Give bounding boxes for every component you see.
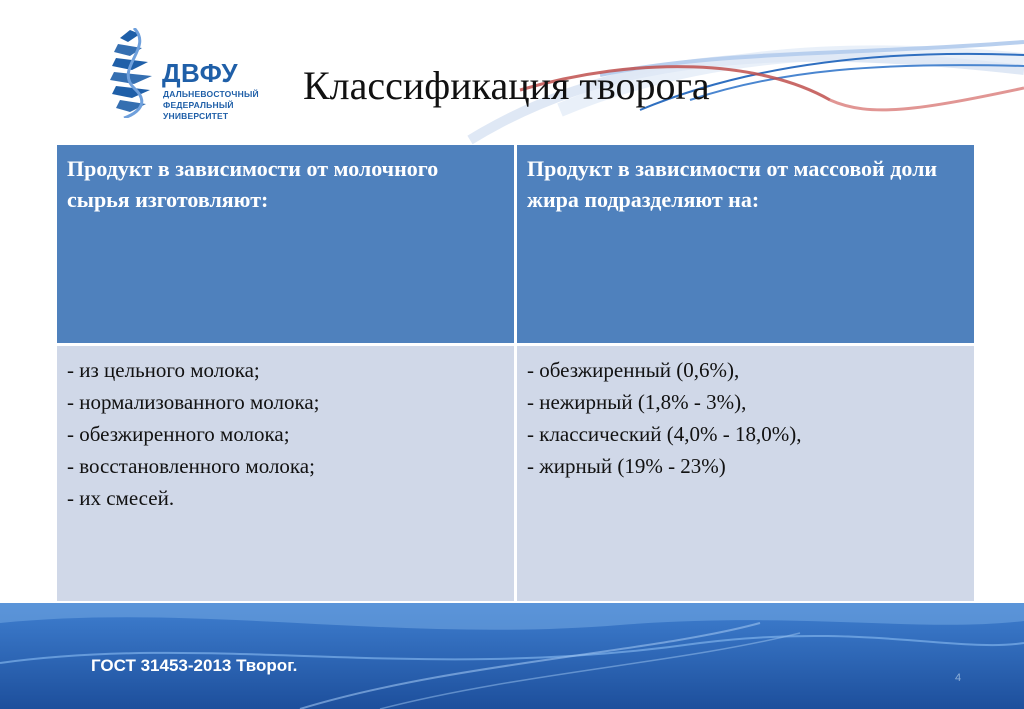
list-item: - жирный (19% - 23%) xyxy=(527,454,726,478)
list-item: - обезжиренного молока; xyxy=(67,422,290,446)
slide-title: Классификация творога xyxy=(303,63,710,108)
table-cell-raw-material xyxy=(57,346,514,601)
list-item: - восстановленного молока; xyxy=(67,454,315,478)
logo-line-2: ФЕДЕРАЛЬНЫЙ xyxy=(163,100,234,110)
list-item: - нормализованного молока; xyxy=(67,390,320,414)
list-item: - их смесей. xyxy=(67,486,175,510)
list-item: - обезжиренный (0,6%), xyxy=(527,358,740,382)
classification-table xyxy=(57,145,974,601)
dna-helix-icon xyxy=(110,28,158,118)
list-item: - классический (4,0% - 18,0%), xyxy=(527,422,802,446)
table-cell-fat-content xyxy=(517,346,974,601)
list-item: - из цельного молока; xyxy=(67,358,260,382)
table-header-raw-material: Продукт в зависимости от молочного сырья изготовляют: xyxy=(57,145,514,343)
footer-standard-reference: ГОСТ 31453-2013 Творог. xyxy=(91,656,298,675)
page-number: 4 xyxy=(955,672,962,684)
fat-content-list xyxy=(527,354,964,482)
logo-line-1: ДАЛЬНЕВОСТОЧНЫЙ xyxy=(163,89,259,99)
logo-line-3: УНИВЕРСИТЕТ xyxy=(163,111,229,121)
table-header-fat-content: Продукт в зависимости от массовой доли жира подразделяют на: xyxy=(517,145,974,343)
raw-material-list xyxy=(67,354,504,514)
list-item: - нежирный (1,8% - 3%), xyxy=(527,390,747,414)
university-logo xyxy=(110,28,270,123)
logo-abbreviation: ДВФУ xyxy=(162,58,239,88)
